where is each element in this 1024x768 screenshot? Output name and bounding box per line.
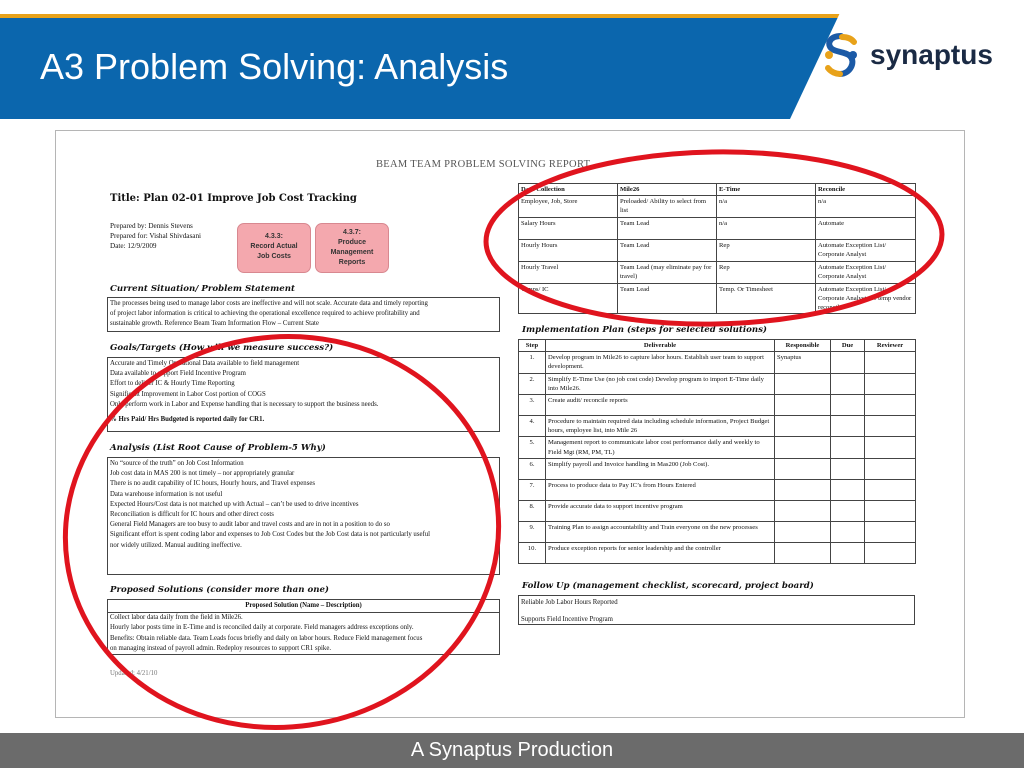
text-line: Hourly labor posts time in E-Time and is reconciled daily at corporate. Field managers address exceptions only.: [110, 624, 414, 632]
table-header-cell: Step: [519, 340, 546, 352]
prepared-info: [110, 221, 201, 251]
table-header-row: [519, 340, 916, 352]
table-cell: [831, 373, 865, 394]
text-line: Effort to deliver IC & Hourly Time Reporting: [110, 380, 235, 388]
table-cell: [831, 416, 865, 437]
table-header-cell: Reconcile: [816, 184, 916, 196]
table-cell: [831, 542, 865, 563]
proposed-solutions-box: [107, 599, 500, 655]
process-box-id: 4.3.3:: [265, 233, 283, 240]
table-cell: 3.: [519, 395, 546, 416]
table-cell: Automate Exception List/ Corporate Analyst: [816, 239, 916, 261]
current-situation-heading: Current Situation/ Problem Statement: [110, 284, 295, 294]
text-line: of project labor information is critical to achieving the operational excellence required to achieve profitability and: [110, 310, 420, 318]
table-cell: Team Lead: [618, 217, 717, 239]
table-cell: Process to produce data to Pay IC’s from Hours Entered: [546, 479, 775, 500]
text-line: Reconciliation is difficult for IC hours and other direct costs: [110, 511, 274, 519]
table-cell: [865, 437, 916, 458]
table-cell: [775, 521, 831, 542]
text-line: Significant effort is spent coding labor and expenses to Job Cost Codes but the Job Cost data is not particularly useful: [110, 531, 431, 539]
process-box-label: Management: [330, 249, 374, 256]
table-cell: [831, 458, 865, 479]
report-heading: BEAM TEAM PROBLEM SOLVING REPORT: [376, 159, 591, 170]
process-box-id: 4.3.7:: [343, 229, 361, 236]
table-cell: 2.: [519, 373, 546, 394]
table-cell: Produce exception reports for senior leadership and the controller: [546, 542, 775, 563]
table-cell: Hourly Hours: [519, 239, 618, 261]
proposed-table-header: Proposed Solution (Name – Description): [108, 600, 499, 613]
process-box-label: Produce: [337, 239, 366, 246]
text-line: There is no audit capability of IC hours, Hourly hours, and Travel expenses: [110, 480, 316, 488]
table-cell: [831, 437, 865, 458]
table-header-row: [519, 184, 916, 196]
plan-title: Title: Plan 02-01 Improve Job Cost Tracking: [110, 193, 357, 204]
table-cell: [775, 373, 831, 394]
table-cell: [831, 500, 865, 521]
process-box-label: Job Costs: [257, 253, 291, 260]
table-cell: n/a: [816, 196, 916, 217]
table-cell: Rep: [717, 239, 816, 261]
table-cell: [865, 521, 916, 542]
analysis-box: [107, 457, 500, 575]
table-cell: [831, 479, 865, 500]
table-header-cell: Mile26: [618, 184, 717, 196]
text-line: Accurate and Timely Operational Data available to field management: [110, 360, 300, 367]
table-row: [519, 283, 916, 314]
table-row: [519, 437, 916, 458]
text-line: General Field Managers are too busy to audit labor and travel costs and are in not in a position to do so: [110, 521, 390, 529]
table-cell: Hourly Travel: [519, 261, 618, 283]
table-row: [519, 217, 916, 239]
table-cell: Temps/ IC: [519, 283, 618, 314]
table-cell: [865, 458, 916, 479]
a3-report-document: [55, 130, 965, 718]
text-line: Expected Hours/Cost data is not matched up with Actual – can’t be used to drive incentives: [110, 500, 359, 508]
text-line: Reliable Job Labor Hours Reported: [521, 599, 618, 606]
table-cell: [831, 521, 865, 542]
table-cell: Procedure to maintain required data including schedule information, Project Budget hours, employee list, into Mile 26: [546, 416, 775, 437]
table-cell: Preloaded/ Ability to select from list: [618, 196, 717, 217]
table-cell: [775, 542, 831, 563]
report-date: Date: 12/9/2009: [110, 242, 157, 250]
text-line: Data available to support Field Incentive Program: [110, 370, 246, 378]
table-cell: Training Plan to assign accountability and Train everyone on the new processes: [546, 521, 775, 542]
table-row: [519, 521, 916, 542]
table-cell: 6.: [519, 458, 546, 479]
table-cell: Simplify E-Time Use (no job cost code) Develop program to import E-Time daily into Mile26.: [546, 373, 775, 394]
table-header-cell: E-Time: [717, 184, 816, 196]
follow-up-box: [518, 595, 915, 625]
prepared-for: Prepared for: Vishal Shivdasani: [110, 232, 202, 240]
table-cell: [865, 352, 916, 373]
text-line: The processes being used to manage labor costs are ineffective and will not scale. Accurate data and timely reporting: [110, 300, 428, 307]
analysis-heading: Analysis (List Root Cause of Problem-5 Why): [110, 443, 326, 453]
table-cell: 8.: [519, 500, 546, 521]
text-line: Only perform work in Labor and Expense handling that is necessary to support the business needs.: [110, 400, 379, 408]
table-cell: [831, 395, 865, 416]
text-line: Job cost data in MAS 200 is not timely – nor appropriately granular: [110, 470, 295, 478]
table-row: [519, 352, 916, 373]
table-header-cell: Responsible: [775, 340, 831, 352]
implementation-heading: Implementation Plan (steps for selected solutions): [522, 325, 767, 335]
table-row: [519, 416, 916, 437]
table-cell: 10.: [519, 542, 546, 563]
table-cell: Rep: [717, 261, 816, 283]
table-row: [519, 479, 916, 500]
table-cell: Create audit/ reconcile reports: [546, 395, 775, 416]
table-row: [519, 458, 916, 479]
text-line: No “source of the truth” on Job Cost Information: [110, 460, 244, 467]
table-cell: [865, 479, 916, 500]
slide-footer: A Synaptus Production: [0, 733, 1024, 768]
table-cell: [831, 352, 865, 373]
table-header-cell: Data Collection: [519, 184, 618, 196]
table-cell: [775, 416, 831, 437]
table-row: [519, 373, 916, 394]
table-cell: Team Lead: [618, 283, 717, 314]
follow-up-heading: Follow Up (management checklist, scorecard, project board): [522, 581, 814, 591]
table-cell: [865, 500, 916, 521]
current-situation-box: [107, 297, 500, 332]
table-header-cell: Reviewer: [865, 340, 916, 352]
table-cell: 5.: [519, 437, 546, 458]
text-line: nor widely utilized. Manual auditing ineffective.: [110, 541, 242, 549]
process-box-label: Record Actual: [250, 243, 298, 250]
text-line: Significant Improvement in Labor Cost portion of COGS: [110, 390, 266, 398]
table-cell: Team Lead: [618, 239, 717, 261]
table-cell: Temp. Or Timesheet: [717, 283, 816, 314]
process-box-label: Reports: [338, 259, 366, 266]
table-cell: Salary Hours: [519, 217, 618, 239]
table-cell: [865, 416, 916, 437]
process-box-433: [237, 223, 311, 273]
table-cell: Simplify payroll and Invoice handling in Mas200 (Job Cost).: [546, 458, 775, 479]
text-line: on managing instead of payroll admin. Redeploy resources to support CR1 spike.: [110, 644, 332, 652]
process-box-437: [315, 223, 389, 273]
table-row: [519, 196, 916, 217]
slide-title: A3 Problem Solving: Analysis: [40, 46, 509, 87]
goals-heading: Goals/Targets (How will we measure success?): [110, 343, 334, 353]
data-collection-table: [518, 183, 916, 314]
table-cell: [865, 373, 916, 394]
table-cell: Automate: [816, 217, 916, 239]
proposed-solutions-heading: Proposed Solutions (consider more than one): [110, 585, 329, 595]
table-cell: Management report to communicate labor cost performance daily and weekly to Field Mgt (RM, PM, TL): [546, 437, 775, 458]
table-row: [519, 239, 916, 261]
table-cell: 7.: [519, 479, 546, 500]
goals-box: [107, 357, 500, 432]
table-cell: Team Lead (may eliminate pay for travel): [618, 261, 717, 283]
table-cell: [775, 395, 831, 416]
success-metric: % Hrs Paid/ Hrs Budgeted is reported daily for CR1.: [110, 416, 265, 424]
table-cell: Synaptus: [775, 352, 831, 373]
synaptus-logo-icon: [818, 32, 864, 78]
table-header-cell: Deliverable: [546, 340, 775, 352]
text-line: Collect labor data daily from the field in Mile26.: [110, 614, 243, 622]
table-cell: [775, 458, 831, 479]
table-cell: [775, 479, 831, 500]
table-cell: 9.: [519, 521, 546, 542]
table-cell: n/a: [717, 217, 816, 239]
table-cell: [775, 437, 831, 458]
text-line: Benefits: Obtain reliable data. Team Leads focus briefly and daily on labor hours. Reduce Field management focus: [110, 634, 423, 642]
table-cell: Employee, Job, Store: [519, 196, 618, 217]
table-cell: n/a: [717, 196, 816, 217]
table-cell: Automate Exception List/ Corporate Analyst. Or temp vendor reconcile: [816, 283, 916, 314]
logo-wordmark: synaptus: [870, 39, 993, 70]
text-line: Supports Field Incentive Program: [521, 616, 613, 623]
synaptus-logo: [818, 32, 993, 78]
table-cell: [775, 500, 831, 521]
table-cell: [865, 542, 916, 563]
text-line: Data warehouse information is not useful: [110, 490, 223, 498]
table-row: [519, 261, 916, 283]
table-cell: [865, 395, 916, 416]
table-header-cell: Due: [831, 340, 865, 352]
table-row: [519, 500, 916, 521]
table-cell: Automate Exception List/ Corporate Analyst: [816, 261, 916, 283]
table-row: [519, 542, 916, 563]
table-cell: Provide accurate data to support incentive program: [546, 500, 775, 521]
text-line: sustainable growth. Reference Beam Team Information Flow – Current State: [110, 320, 319, 328]
implementation-table: [518, 339, 916, 564]
table-cell: 1.: [519, 352, 546, 373]
prepared-by: Prepared by: Dennis Stevens: [110, 222, 193, 230]
table-cell: 4.: [519, 416, 546, 437]
table-cell: Develop program in Mile26 to capture labor hours. Establish user team to support development.: [546, 352, 775, 373]
table-row: [519, 395, 916, 416]
updated-date: Updated: 4/21/10: [110, 670, 158, 677]
